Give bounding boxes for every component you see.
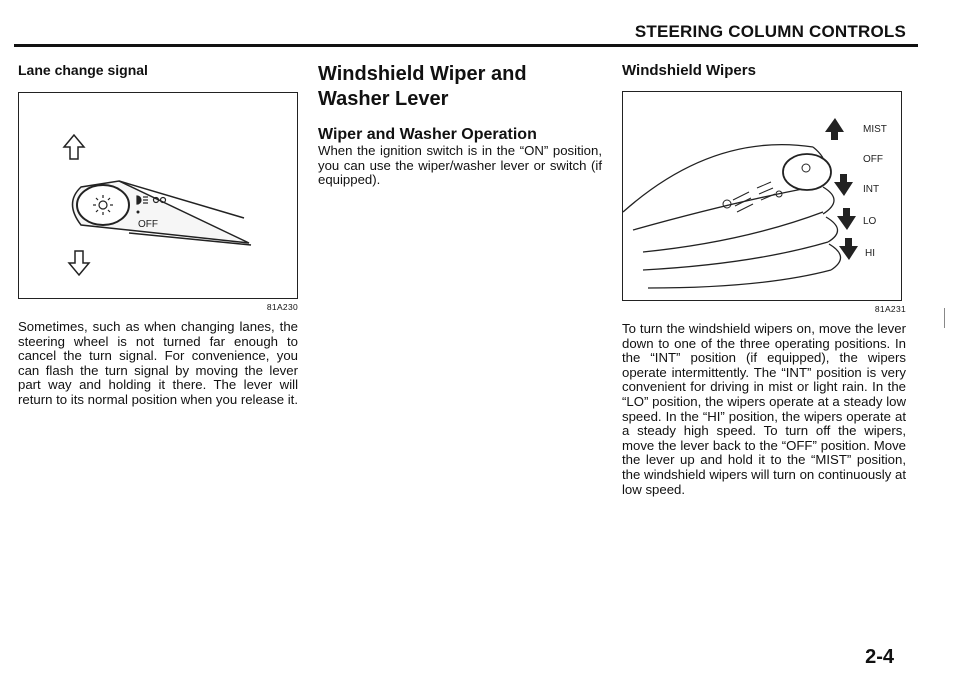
wiper-operation-subheading: Wiper and Washer Operation — [318, 126, 537, 143]
lever-knob — [77, 185, 129, 225]
int-label: INT — [863, 184, 880, 195]
figure-code: 81A231 — [874, 304, 906, 314]
figure-code: 81A230 — [266, 302, 298, 312]
hi-arrow-icon — [839, 238, 858, 260]
mist-label: MIST — [863, 124, 887, 135]
arrow-up-icon — [64, 135, 84, 159]
wiper-lever-illustration — [623, 92, 901, 300]
wiper-operation-body: When the ignition switch is in the “ON” position, you can use the wiper/washer lever or switch (if equipped). — [318, 143, 602, 188]
lane-change-column — [18, 62, 298, 408]
header-rule — [14, 44, 918, 47]
off-label: OFF — [863, 154, 883, 165]
lane-change-body: Sometimes, such as when changing lanes, the steering wheel is not turned far enough to cancel the turn signal. For convenience, you can flash the turn signal by moving the lever part way and holding it there. The lever will return to its normal position when you release it. — [18, 319, 299, 407]
wiper-lever-column — [318, 62, 602, 188]
wiper-lever-heading: Windshield Wiper and Washer Lever — [318, 63, 527, 110]
turn-signal-lever-illustration — [19, 93, 297, 298]
windshield-wipers-heading: Windshield Wipers — [622, 62, 756, 79]
arrow-down-icon — [69, 251, 89, 275]
hi-label: HI — [865, 248, 875, 259]
page-header-title: STEERING COLUMN CONTROLS — [634, 22, 906, 41]
int-arrow-icon — [834, 174, 853, 196]
lever-off-label: OFF — [138, 219, 158, 230]
lo-label: LO — [863, 216, 877, 227]
windshield-wipers-column — [622, 62, 906, 497]
lo-arrow-icon — [837, 208, 856, 230]
mist-arrow-icon — [825, 118, 844, 140]
lane-change-figure — [18, 92, 298, 299]
page-number: 2-4 — [865, 646, 894, 668]
margin-mark — [944, 308, 945, 328]
windshield-wipers-body: To turn the windshield wipers on, move the lever down to one of the three operating positions. In the “INT” position (if equipped), the wipers operate intermittently. The “INT” position is very convenient for driving in mist or light rain. In the “LO” position, the wipers operate at a steady low speed. In the “HI” position, the wipers operate at a steady high speed. To turn off the wipers, move the lever back to the “OFF” position. Move the lever up and hold it to the “MIST” position, the windshield wipers will turn on continuously at low speed. — [622, 321, 906, 497]
lane-change-heading: Lane change signal — [18, 62, 148, 78]
windshield-wipers-figure — [622, 91, 902, 301]
